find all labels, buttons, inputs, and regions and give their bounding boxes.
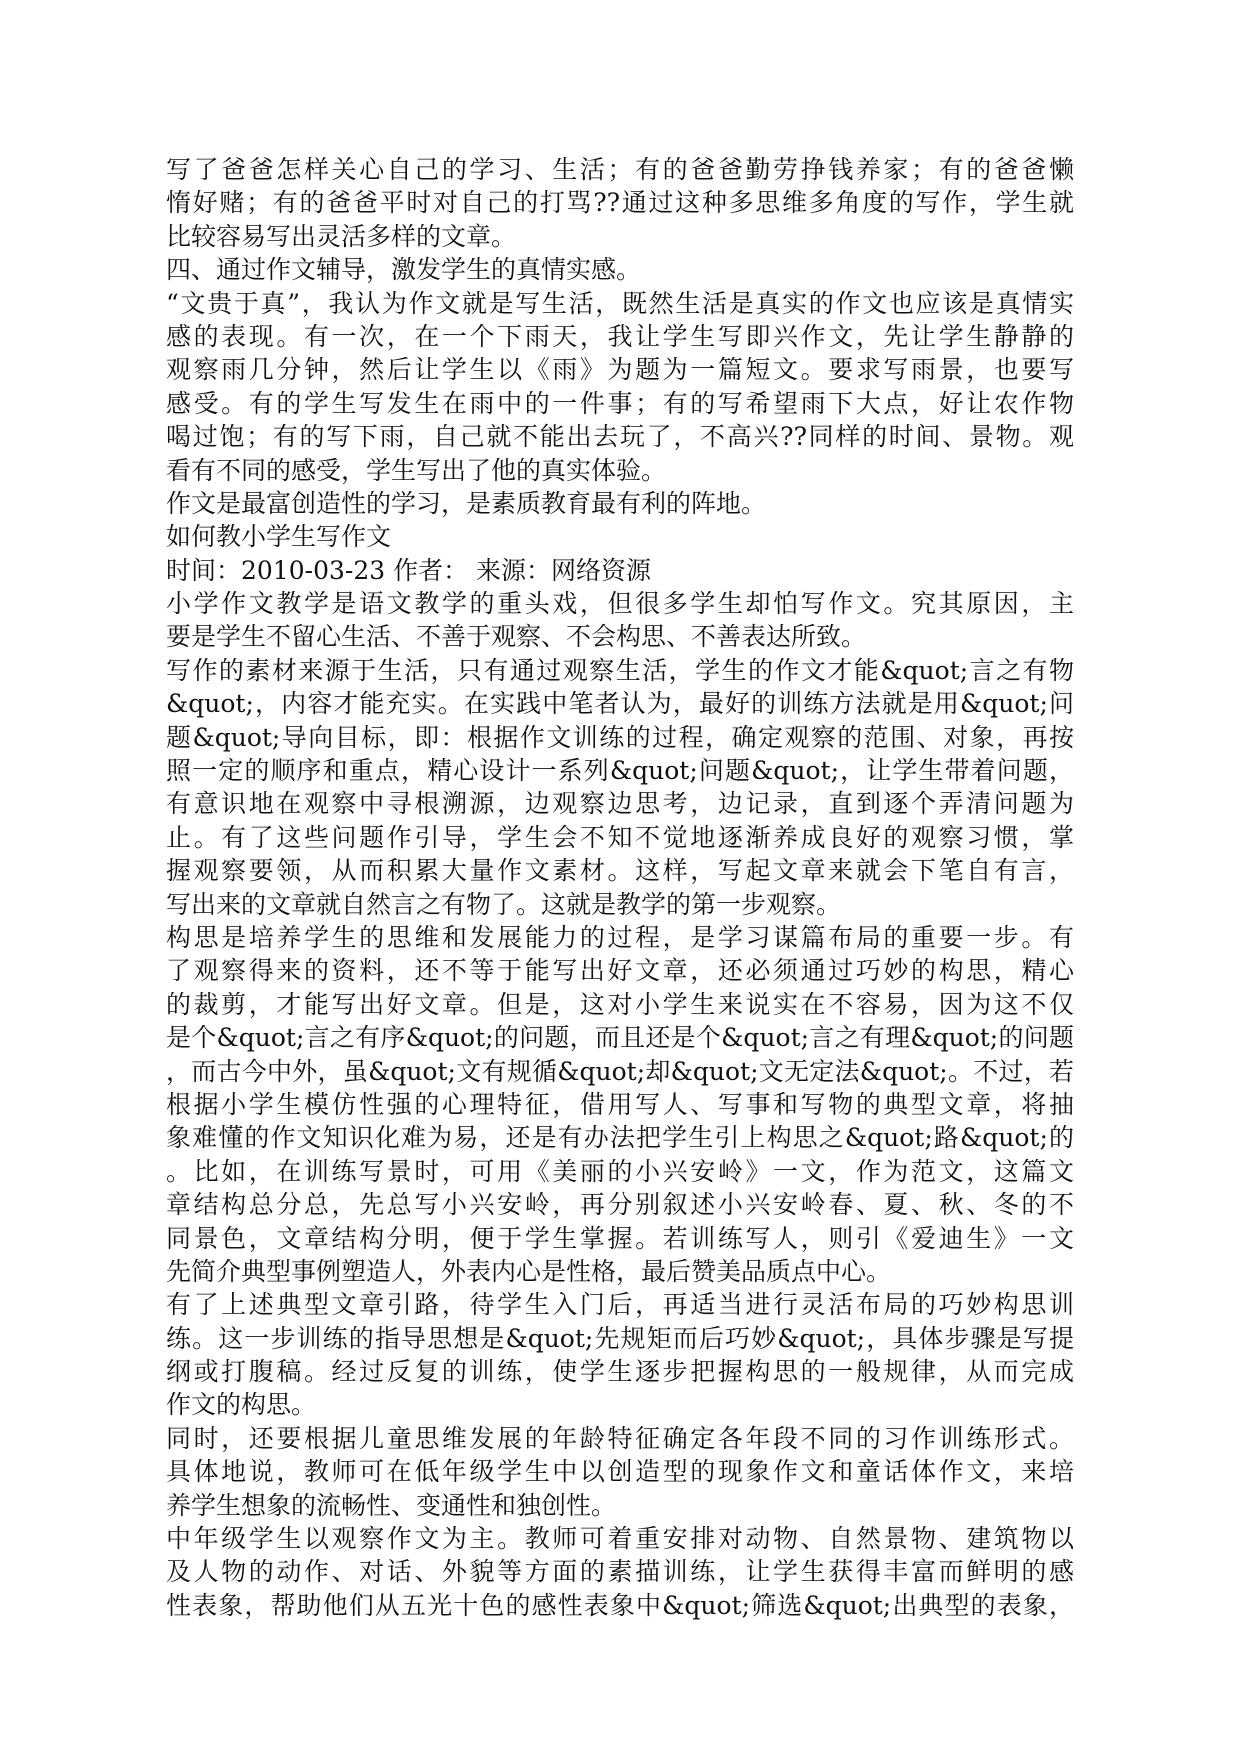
text-line: 写出来的文章就自然言之有物了。这就是教学的第一步观察。 xyxy=(166,889,842,919)
text-line: 是个&quot;言之有序&quot;的问题，而且还是个&quot;言之有理&quot;的问题 xyxy=(166,1023,1074,1053)
text-line: 握观察要领，从而积累大量作文素材。这样，写起文章来就会下笔自有言， xyxy=(166,856,1074,886)
text-line: 感的表现。有一次，在一个下雨天，我让学生写即兴作文，先让学生静静的 xyxy=(166,321,1074,351)
text-line: 止。有了这些问题作引导，学生会不知不觉地逐渐养成良好的观察习惯，掌 xyxy=(166,822,1074,852)
text-line: 先简介典型事例塑造人，外表内心是性格，最后赞美品质点中心。 xyxy=(166,1256,892,1286)
text-line: 了观察得来的资料，还不等于能写出好文章，还必须通过巧妙的构思，精心 xyxy=(166,956,1074,986)
text-line: 感受。有的学生写发生在雨中的一件事；有的写希望雨下大点，好让农作物 xyxy=(166,388,1074,418)
text-line: 。比如，在训练写景时，可用《美丽的小兴安岭》一文，作为范文，这篇文 xyxy=(166,1156,1074,1186)
text-line: 写作的素材来源于生活，只有通过观察生活，学生的作文才能&quot;言之有物 xyxy=(166,655,1074,685)
text-line: 时间：2010-03-23 作者： 来源：网络资源 xyxy=(166,555,652,585)
text-line: 养学生想象的流畅性、变通性和独创性。 xyxy=(166,1490,617,1520)
text-line: 构思是培养学生的思维和发展能力的过程，是学习谋篇布局的重要一步。有 xyxy=(166,922,1074,952)
text-line: 作文是最富创造性的学习，是素质教育最有利的阵地。 xyxy=(166,488,767,518)
text-line: 纲或打腹稿。经过反复的训练，使学生逐步把握构思的一般规律，从而完成 xyxy=(166,1357,1074,1387)
text-line: “文贵于真”，我认为作文就是写生活，既然生活是真实的作文也应该是真情实 xyxy=(166,288,1074,318)
text-line: 喝过饱；有的写下雨，自己就不能出去玩了，不高兴??同样的时间、景物。观 xyxy=(166,422,1074,452)
document-page xyxy=(166,153,1074,1622)
text-line: ，而古今中外，虽&quot;文有规循&quot;却&quot;文无定法&quot;。不过，若 xyxy=(166,1056,1074,1086)
text-line: 作文的构思。 xyxy=(166,1390,317,1420)
text-line: 小学作文教学是语文教学的重头戏，但很多学生却怕写作文。究其原因，主 xyxy=(166,589,1074,619)
text-line: 题&quot;导向目标，即：根据作文训练的过程，确定观察的范围、对象，再按 xyxy=(166,722,1074,752)
text-line: 看有不同的感受，学生写出了他的真实体验。 xyxy=(166,455,667,485)
text-line: 有意识地在观察中寻根溯源，边观察边思考，边记录，直到逐个弄清问题为 xyxy=(166,789,1074,819)
text-line: 中年级学生以观察作文为主。教师可着重安排对动物、自然景物、建筑物以 xyxy=(166,1524,1074,1554)
text-line: 同时，还要根据儿童思维发展的年龄特征确定各年段不同的习作训练形式。 xyxy=(166,1423,1074,1453)
text-line: 同景色，文章结构分明，便于学生掌握。若训练写人，则引《爱迪生》一文 xyxy=(166,1223,1074,1253)
text-line: 章结构总分总，先总写小兴安岭，再分别叙述小兴安岭春、夏、秋、冬的不 xyxy=(166,1190,1074,1220)
text-line: &quot;，内容才能充实。在实践中笔者认为，最好的训练方法就是用&quot;问 xyxy=(166,689,1074,719)
text-line: 比较容易写出灵活多样的文章。 xyxy=(166,221,517,251)
text-line: 四、通过作文辅导，激发学生的真情实感。 xyxy=(166,255,642,285)
text-line: 惰好赌；有的爸爸平时对自己的打骂??通过这种多思维多角度的写作，学生就 xyxy=(166,188,1074,218)
text-line: 照一定的顺序和重点，精心设计一系列&quot;问题&quot;，让学生带着问题， xyxy=(166,756,1074,786)
text-line: 要是学生不留心生活、不善于观察、不会构思、不善表达所致。 xyxy=(166,622,867,652)
text-line: 写了爸爸怎样关心自己的学习、生活；有的爸爸勤劳挣钱养家；有的爸爸懒 xyxy=(166,155,1074,184)
text-line: 有了上述典型文章引路，待学生入门后，再适当进行灵活布局的巧妙构思训 xyxy=(166,1290,1074,1320)
text-line: 根据小学生模仿性强的心理特征，借用写人、写事和写物的典型文章，将抽 xyxy=(166,1089,1074,1119)
text-line: 及人物的动作、对话、外貌等方面的素描训练，让学生获得丰富而鲜明的感 xyxy=(166,1557,1074,1587)
text-line: 具体地说，教师可在低年级学生中以创造型的现象作文和童话体作文，来培 xyxy=(166,1457,1074,1487)
text-line: 练。这一步训练的指导思想是&quot;先规矩而后巧妙&quot;，具体步骤是写提 xyxy=(166,1323,1074,1353)
text-line: 的裁剪，才能写出好文章。但是，这对小学生来说实在不容易，因为这不仅 xyxy=(166,989,1074,1019)
text-line: 性表象，帮助他们从五光十色的感性表象中&quot;筛选&quot;出典型的表象， xyxy=(166,1590,1074,1620)
text-line: 如何教小学生写作文 xyxy=(166,522,392,552)
text-line: 象难懂的作文知识化难为易，还是有办法把学生引上构思之&quot;路&quot;的 xyxy=(166,1123,1074,1153)
text-line: 观察雨几分钟，然后让学生以《雨》为题为一篇短文。要求写雨景，也要写 xyxy=(166,355,1074,385)
